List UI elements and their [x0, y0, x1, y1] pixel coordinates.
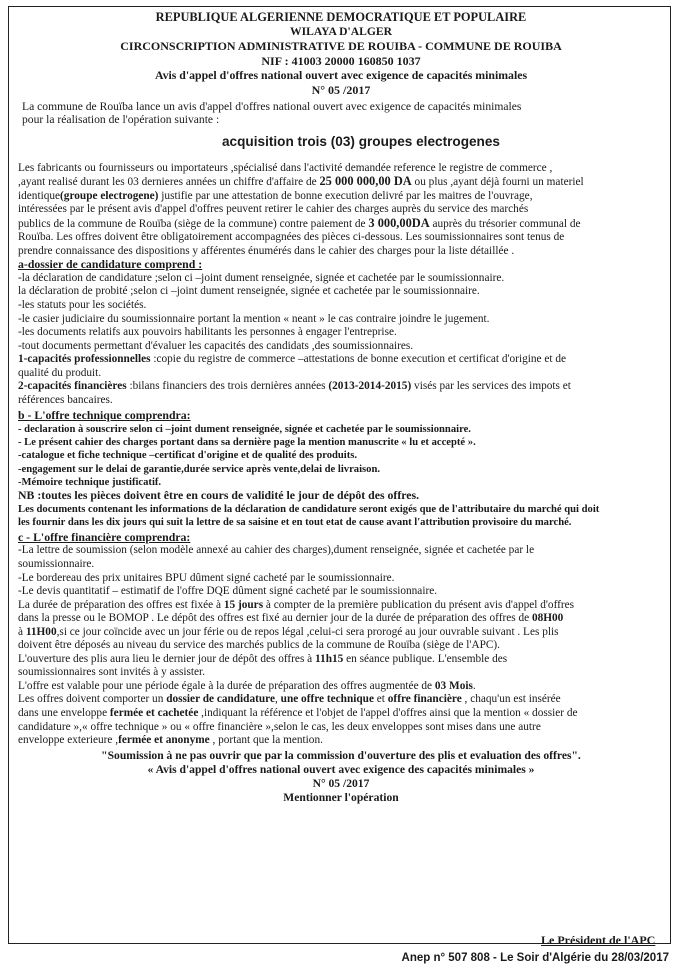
list-item: -les statuts pour les sociétés.	[18, 299, 147, 312]
nb-note-line: Les documents contenant les informations de la déclaration de candidature seront exigés que de l'attributaire du marché qui doit	[18, 503, 600, 515]
object-title: acquisition trois (03) groupes electrogenes	[222, 133, 500, 149]
nb-note-line: les fournir dans les dix jours qui suit la lettre de sa saisine et en tout etat de cause avant l'attribution provisoire du marché.	[18, 516, 572, 528]
capacity-pro: 1-capacités professionnelles :copie du registre de commerce –attestations de bonne execution et certificat d'origine et de	[18, 353, 566, 366]
text-line: à 11H00,si ce jour coïncide avec un jour férie ou de repos légal ,celui-ci sera prorogé au jour ouvrable suivant . Les plis	[18, 625, 559, 638]
text-line: L'offre est valable pour une période égale à la durée de préparation des offres augmentée de 03 Mois.	[18, 679, 476, 692]
list-item: -Le devis quantitatif – estimatif de l'offre DQE dûment signé cacheté par le soumissionnaire.	[18, 585, 438, 598]
text-line: Les offres doivent comporter un dossier de candidature, une offre technique et offre financière , chaqu'un est insérée	[18, 693, 561, 706]
section-a-title: a-dossier de candidature comprend :	[18, 257, 203, 272]
list-item: -le casier judiciaire du soumissionnaire portant la mention « neant » le cas contraire joindre le jugement.	[18, 312, 490, 325]
section-c-title: c - L'offre financière comprendra:	[18, 529, 191, 544]
text-line: prendre connaissance des dispositions y afférentes énumérés dans le cahier des charges pour la liste détaillée .	[18, 244, 515, 257]
list-item: -La lettre de soumission (selon modèle annexé au cahier des charges),dument renseignée, signée et cachetée par le	[18, 544, 535, 557]
list-item: -catalogue et fiche technique –certificat d'origine et de qualité des produits.	[18, 450, 358, 462]
closing-mention: Mentionner l'opération	[283, 790, 399, 804]
list-item: -Mémoire technique justificatif.	[18, 476, 162, 488]
list-item: -la déclaration de candidature ;selon ci –joint dument renseignée, signée et cachetée par le soumissionnaire.	[18, 271, 505, 284]
closing-block	[18, 749, 664, 805]
capacity-fin-cont: références bancaires.	[18, 393, 113, 406]
opening-time: 11h15	[315, 652, 344, 665]
text-line: candidature »,« offre technique » ou « offre financière »,selon le cas, les deux enveloppes sont mises dans une autre	[18, 720, 541, 733]
list-item: - declaration à souscrire selon ci –joint dument renseignée, signée et cachetée par le soumissionnaire.	[18, 423, 471, 435]
closing-line: « Avis d'appel d'offres national ouvert avec exigence des capacités minimales »	[147, 762, 535, 776]
equipment-type: (groupe electrogene)	[60, 189, 159, 202]
list-item: la déclaration de probité ;selon ci –joint dument renseignée, signée et cachetée par le soumissionnaire.	[18, 285, 480, 298]
closing-line: "Soumission à ne pas ouvrir que par la commission d'ouverture des plis et evaluation des offres".	[101, 748, 581, 762]
header-notice-number: N° 05 /2017	[311, 82, 371, 97]
text-line: Rouïba. Les offres doivent être obligatoirement accompagnées des pièces ci-dessous. Les soumissionnaires sont tenus de	[18, 231, 565, 244]
list-item: -les documents relatifs aux pouvoirs habilitants les personnes à engager l'entreprise.	[18, 326, 397, 339]
header-nif: NIF : 41003 20000 160850 1037	[261, 53, 421, 68]
list-item: - Le présent cahier des charges portant dans sa dernière page la mention manuscrite « lu et accepté ».	[18, 437, 476, 449]
body-text	[18, 162, 664, 748]
validity-period: 03 Mois	[434, 679, 473, 692]
capacity-fin: 2-capacités financières :bilans financiers des trois dernières années (2013-2014-2015) visés par les services des impots et	[18, 380, 571, 393]
text-line: doivent être déposés au niveau du service des marchés publics de la commune de Rouïba (siège de l'APC).	[18, 639, 501, 652]
header-circonscription: CIRCONSCRIPTION ADMINISTRATIVE DE ROUIBA - COMMUNE DE ROUIBA	[120, 39, 562, 54]
list-item: soumissionnaire.	[18, 558, 95, 571]
header-republic: REPUBLIQUE ALGERIENNE DEMOCRATIQUE ET POPULAIRE	[155, 10, 527, 24]
text-line: publics de la commune de Rouïba (siège de la commune) contre paiement de 3 000,00DA auprès du trésorier communal de	[18, 215, 581, 230]
intro-line: La commune de Rouïba lance un avis d'appel d'offres national ouvert avec exigence de capacités minimales	[22, 99, 522, 113]
publication-footer: Anep n° 507 808 - Le Soir d'Algérie du 28/03/2017	[401, 952, 669, 964]
closing-number: N° 05 /2017	[312, 776, 370, 790]
tender-notice	[18, 10, 664, 805]
capacity-pro-cont: qualité du produit.	[18, 366, 102, 379]
text-line: L'ouverture des plis aura lieu le dernier jour de dépôt des offres à 11h15 en séance publique. L'ensemble des	[18, 652, 508, 665]
text-line: dans une enveloppe fermée et cachetée ,indiquant la référence et l'objet de l'appel d'offres ainsi que la mention « dossier de	[18, 707, 578, 720]
text-line: ,ayant realisé durant les 03 dernieres années un chiffre d'affaire de 25 000 000,00 DA ou plus ,ayant déjà fourni un materiel	[18, 174, 584, 189]
signature: Le Président de l'APC	[541, 933, 656, 947]
list-item: -tout documents permettant d'évaluer les capacités des candidats ,des soumissionnaires.	[18, 339, 414, 352]
header-wilaya: WILAYA D'ALGER	[290, 24, 392, 38]
text-line: intéressées par le présent avis d'appel d'offres peuvent retirer le cahier des charges auprès du service des marchés	[18, 203, 529, 216]
text-line: enveloppe exterieure ,fermée et anonyme , portant que la mention.	[18, 734, 323, 747]
intro	[18, 100, 664, 127]
intro-line: pour la réalisation de l'opération suivante :	[22, 113, 220, 127]
header-notice-title: Avis d'appel d'offres national ouvert avec exigence de capacités minimales	[154, 68, 528, 83]
section-b-title: b - L'offre technique comprendra:	[18, 408, 191, 423]
header	[18, 10, 664, 98]
text-line: La durée de préparation des offres est fixée à 15 jours à compter de la première publication du présent avis d'appel d'offres	[18, 598, 575, 611]
text-line: Les fabricants ou fournisseurs ou importateurs ,spécialisé dans l'activité demandée reference le registre de commerce ,	[18, 161, 553, 174]
amount-fee: 3 000,00DA	[368, 215, 430, 230]
prep-duration: 15 jours	[223, 598, 264, 611]
list-item: -Le bordereau des prix unitaires BPU dûment signé cacheté par le soumissionnaire.	[18, 571, 395, 584]
list-item: -engagement sur le delai de garantie,durée service après vente,delai de livraison.	[18, 463, 380, 475]
text-line: soumissionnaires sont invités à y assister.	[18, 666, 206, 679]
text-line: identique(groupe electrogene) justifie par une attestation de bonne execution delivré par les maitres de l'ouvrage,	[18, 189, 533, 202]
nb-note: NB :toutes les pièces doivent être en cours de validité le jour de dépôt des offres.	[18, 487, 420, 502]
text-line: dans la presse ou le BOMOP . Le dépôt des offres est fixé au dernier jour de la durée de préparation des offres de 08H00	[18, 612, 564, 625]
amount-turnover: 25 000 000,00 DA	[319, 174, 412, 189]
